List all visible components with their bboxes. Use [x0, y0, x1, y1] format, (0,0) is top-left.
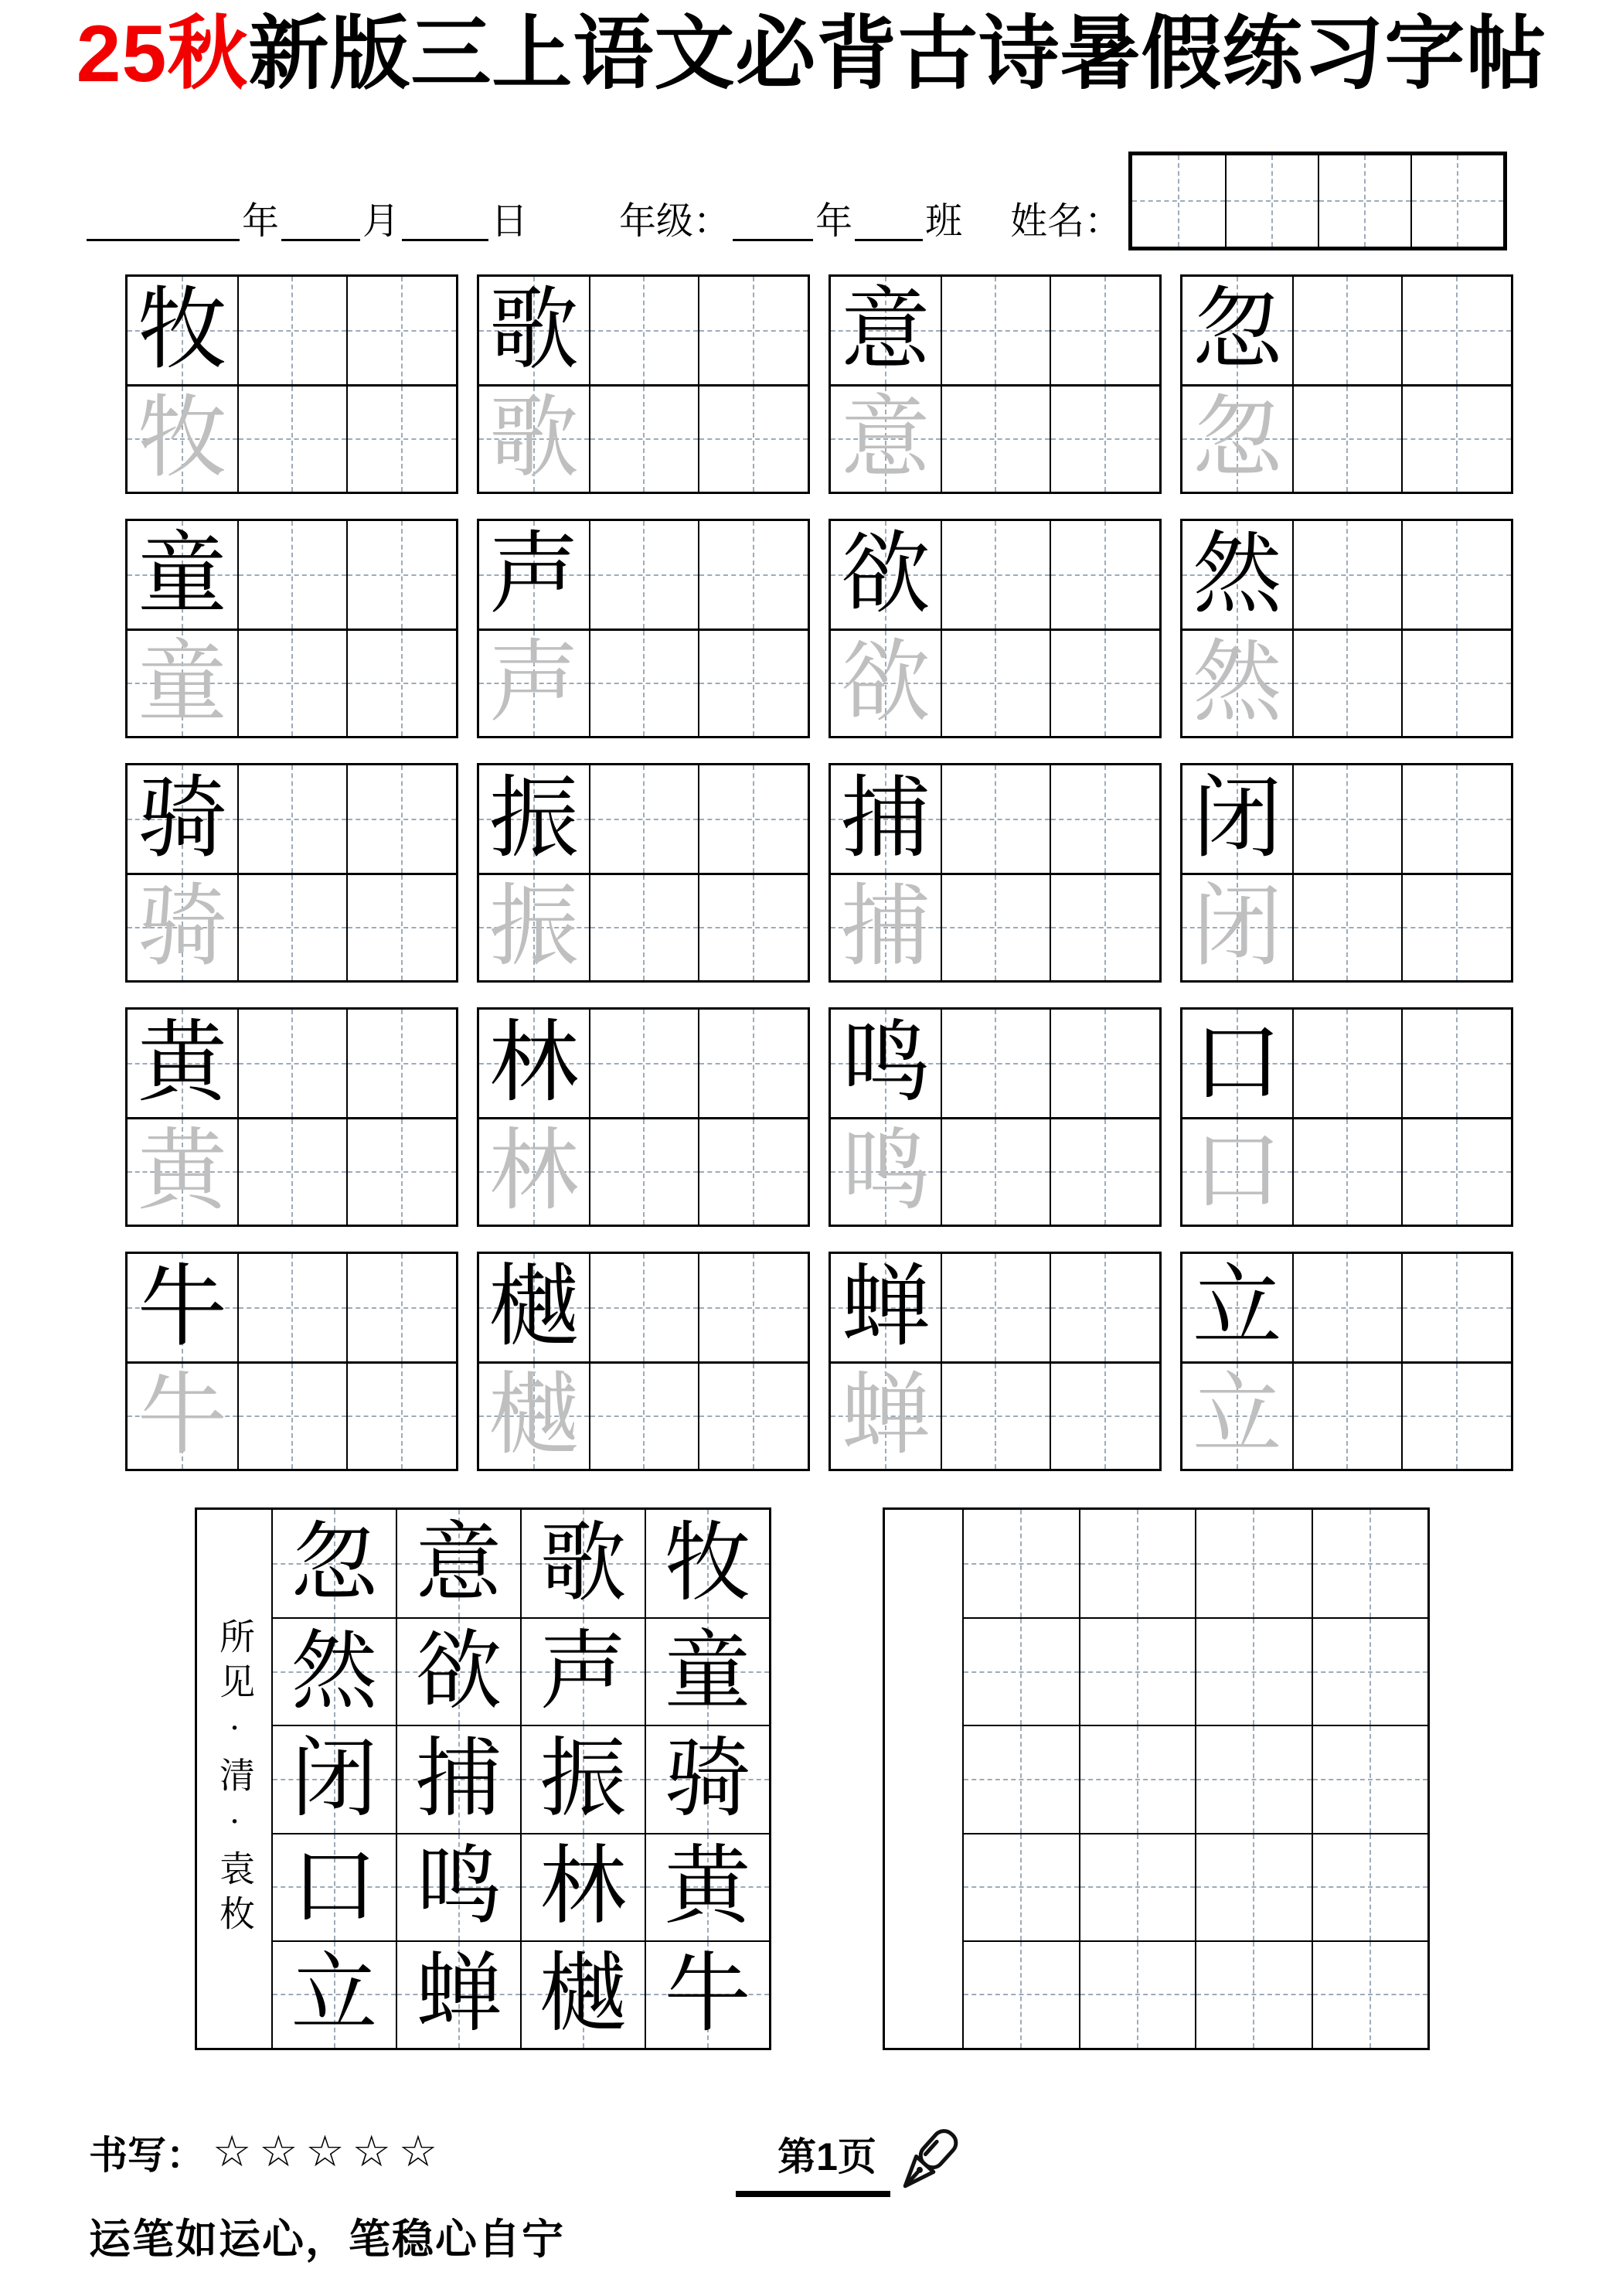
- date-line: [87, 193, 1124, 241]
- practice-cell[interactable]: [1401, 1117, 1511, 1225]
- month-label: 月: [362, 200, 400, 242]
- trace-character: 捕: [840, 878, 931, 977]
- blank-grid-cell[interactable]: [1079, 1940, 1196, 2048]
- practice-cell[interactable]: [1050, 873, 1159, 980]
- practice-cell[interactable]: [1050, 1361, 1159, 1469]
- poem-character: 捕: [415, 1731, 502, 1828]
- trace-character: 骑: [137, 878, 227, 977]
- model-char-cell: [128, 1117, 237, 1225]
- practice-cell[interactable]: [346, 277, 456, 384]
- trace-character: 牛: [137, 1367, 227, 1466]
- model-character: 樾: [488, 1258, 579, 1358]
- trace-character: 忽: [1192, 390, 1282, 489]
- poem-char-cell: [520, 1617, 645, 1725]
- practice-cell[interactable]: [698, 1117, 808, 1225]
- blank-grid-cell[interactable]: [1312, 1725, 1428, 1832]
- page-number: 第1页: [777, 2135, 876, 2178]
- model-char-cell: [831, 1254, 941, 1361]
- poem-char-cell: [271, 1617, 396, 1725]
- model-char-cell: [831, 521, 941, 629]
- model-char-cell: [831, 629, 941, 736]
- practice-cell[interactable]: [346, 765, 456, 873]
- poem-char-cell: [645, 1617, 769, 1725]
- blank-grid-cell[interactable]: [1195, 1510, 1312, 1617]
- model-char-cell: [128, 873, 237, 980]
- name-grid-cell[interactable]: [1410, 155, 1503, 247]
- trace-character: 立: [1192, 1367, 1282, 1466]
- poem-character: 口: [291, 1839, 378, 1936]
- blank-grid-cell[interactable]: [1079, 1833, 1196, 1940]
- poem-char-cell: [271, 1940, 396, 2048]
- name-grid-cell[interactable]: [1225, 155, 1318, 247]
- practice-cell[interactable]: [1050, 629, 1159, 736]
- model-char-cell: [1182, 629, 1292, 736]
- model-character: 歌: [488, 281, 579, 380]
- year-label: 年: [242, 200, 280, 242]
- year-blank-field[interactable]: [87, 196, 240, 241]
- model-character: 鸣: [840, 1013, 931, 1113]
- model-character: 林: [488, 1013, 579, 1113]
- model-character: 骑: [137, 769, 227, 869]
- model-character: 忽: [1192, 281, 1282, 380]
- practice-block: [125, 1252, 458, 1471]
- practice-cell[interactable]: [941, 384, 1050, 492]
- day-label: 日: [491, 200, 529, 242]
- practice-cell[interactable]: [1050, 384, 1159, 492]
- poem-character: 立: [291, 1947, 378, 2043]
- model-character: 黄: [137, 1013, 227, 1113]
- poem-char-cell: [396, 1833, 520, 1940]
- poem-char-cell: [645, 1940, 769, 2048]
- practice-cell[interactable]: [1401, 384, 1511, 492]
- poem-character: 振: [539, 1731, 627, 1828]
- practice-cell[interactable]: [237, 1117, 347, 1225]
- class-label: 班: [925, 200, 963, 242]
- model-character: 立: [1192, 1258, 1282, 1358]
- model-char-cell: [479, 1361, 589, 1469]
- trace-character: 闭: [1192, 878, 1282, 977]
- practice-cell[interactable]: [1292, 277, 1402, 384]
- practice-cell[interactable]: [1050, 521, 1159, 629]
- trace-character: 鸣: [840, 1122, 931, 1221]
- practice-cell[interactable]: [1292, 1254, 1402, 1361]
- practice-grid-area: [125, 274, 1513, 1471]
- practice-cell[interactable]: [1292, 629, 1402, 736]
- trace-character: 意: [840, 390, 931, 489]
- practice-cell[interactable]: [589, 277, 699, 384]
- practice-cell[interactable]: [589, 1254, 699, 1361]
- practice-cell[interactable]: [698, 1361, 808, 1469]
- practice-cell[interactable]: [237, 873, 347, 980]
- title-main: 新版三上语文必背古诗暑假练习字帖: [248, 9, 1547, 99]
- practice-cell[interactable]: [941, 629, 1050, 736]
- trace-character: 黄: [137, 1122, 227, 1221]
- practice-cell[interactable]: [589, 1361, 699, 1469]
- name-grid: [1128, 152, 1507, 250]
- practice-cell[interactable]: [1050, 1010, 1159, 1117]
- practice-cell[interactable]: [1401, 1254, 1511, 1361]
- motto-text: 运笔如运心，笔稳心自宁: [89, 2216, 565, 2263]
- model-char-cell: [479, 1117, 589, 1225]
- grade-label: 年级：: [619, 200, 731, 242]
- blank-grid-cell[interactable]: [962, 1940, 1079, 2048]
- poem-title-column: [197, 1510, 271, 2048]
- trace-character: 童: [137, 634, 227, 733]
- blank-grid-cell[interactable]: [1079, 1725, 1196, 1832]
- practice-cell[interactable]: [1401, 1010, 1511, 1117]
- blank-grid-cell[interactable]: [1195, 1940, 1312, 2048]
- practice-cell[interactable]: [589, 521, 699, 629]
- practice-block: [125, 274, 458, 494]
- practice-block: [125, 519, 458, 738]
- practice-block: [477, 274, 810, 494]
- practice-cell[interactable]: [589, 384, 699, 492]
- poem-character: 蝉: [415, 1947, 502, 2043]
- model-char-cell: [479, 277, 589, 384]
- practice-cell[interactable]: [346, 1117, 456, 1225]
- poem-char-cell: [520, 1725, 645, 1832]
- practice-block: [829, 763, 1162, 983]
- model-char-cell: [1182, 1254, 1292, 1361]
- model-char-cell: [479, 521, 589, 629]
- practice-cell[interactable]: [698, 1254, 808, 1361]
- trace-character: 声: [488, 634, 579, 733]
- poem-character: 声: [539, 1623, 627, 1720]
- practice-cell[interactable]: [1401, 521, 1511, 629]
- model-character: 欲: [840, 525, 931, 625]
- practice-cell[interactable]: [941, 1361, 1050, 1469]
- month-blank-field[interactable]: [281, 196, 360, 241]
- practice-block: [1180, 519, 1513, 738]
- practice-cell[interactable]: [698, 629, 808, 736]
- practice-cell[interactable]: [698, 1010, 808, 1117]
- pen-icon: [880, 2117, 972, 2209]
- model-character: 口: [1192, 1013, 1282, 1113]
- practice-cell[interactable]: [237, 1361, 347, 1469]
- practice-cell[interactable]: [1292, 1010, 1402, 1117]
- name-grid-cell[interactable]: [1132, 155, 1225, 247]
- practice-cell[interactable]: [237, 765, 347, 873]
- model-char-cell: [128, 1010, 237, 1117]
- practice-cell[interactable]: [237, 629, 347, 736]
- model-char-cell: [479, 629, 589, 736]
- blank-grid-cell[interactable]: [962, 1833, 1079, 1940]
- practice-cell[interactable]: [1292, 384, 1402, 492]
- blank-grid-cell[interactable]: [962, 1725, 1079, 1832]
- model-char-cell: [1182, 765, 1292, 873]
- practice-block: [829, 1007, 1162, 1227]
- model-char-cell: [831, 873, 941, 980]
- poem-char-cell: [396, 1725, 520, 1832]
- practice-block: [829, 274, 1162, 494]
- practice-cell[interactable]: [698, 873, 808, 980]
- model-char-cell: [128, 1361, 237, 1469]
- model-char-cell: [1182, 521, 1292, 629]
- model-character: 捕: [840, 769, 931, 869]
- practice-cell[interactable]: [698, 384, 808, 492]
- practice-cell[interactable]: [346, 384, 456, 492]
- practice-cell[interactable]: [1050, 277, 1159, 384]
- practice-block: [125, 1007, 458, 1227]
- model-char-cell: [479, 1254, 589, 1361]
- practice-block: [1180, 1252, 1513, 1471]
- practice-cell[interactable]: [589, 873, 699, 980]
- model-char-cell: [1182, 277, 1292, 384]
- model-character: 牛: [137, 1258, 227, 1358]
- practice-cell[interactable]: [1292, 765, 1402, 873]
- model-char-cell: [1182, 873, 1292, 980]
- model-character: 然: [1192, 525, 1282, 625]
- practice-cell[interactable]: [1292, 521, 1402, 629]
- trace-character: 蝉: [840, 1367, 931, 1466]
- practice-cell[interactable]: [698, 765, 808, 873]
- practice-cell[interactable]: [1050, 1254, 1159, 1361]
- poem-char-cell: [396, 1510, 520, 1617]
- trace-character: 林: [488, 1122, 579, 1221]
- page-number-underline: [736, 2191, 890, 2197]
- practice-block: [829, 1252, 1162, 1471]
- poem-char-cell: [271, 1725, 396, 1832]
- practice-cell[interactable]: [1050, 765, 1159, 873]
- practice-cell[interactable]: [1401, 629, 1511, 736]
- poem-char-cell: [645, 1510, 769, 1617]
- poem-char-cell: [520, 1510, 645, 1617]
- blank-grid-cell[interactable]: [1079, 1617, 1196, 1725]
- trace-character: 樾: [488, 1367, 579, 1466]
- poem-char-cell: [520, 1940, 645, 2048]
- poem-character: 欲: [415, 1623, 502, 1720]
- practice-block: [1180, 274, 1513, 494]
- practice-cell[interactable]: [698, 277, 808, 384]
- blank-grid-cell[interactable]: [1195, 1833, 1312, 1940]
- name-label: 姓名：: [1010, 200, 1122, 242]
- model-char-cell: [831, 1361, 941, 1469]
- practice-cell[interactable]: [941, 277, 1050, 384]
- model-char-cell: [479, 1010, 589, 1117]
- model-char-cell: [831, 384, 941, 492]
- model-char-cell: [831, 1010, 941, 1117]
- model-char-cell: [1182, 1117, 1292, 1225]
- page-title: [0, 9, 1623, 99]
- poem-character: 意: [415, 1515, 502, 1612]
- blank-grid-cell[interactable]: [1195, 1725, 1312, 1832]
- model-char-cell: [128, 521, 237, 629]
- practice-cell[interactable]: [237, 384, 347, 492]
- trace-character: 歌: [488, 390, 579, 489]
- trace-character: 口: [1192, 1122, 1282, 1221]
- model-char-cell: [479, 765, 589, 873]
- poem-char-cell: [645, 1725, 769, 1832]
- practice-cell[interactable]: [1401, 277, 1511, 384]
- class-blank-field[interactable]: [855, 196, 923, 241]
- blank-grid-label-column: [885, 1510, 962, 2048]
- practice-block: [1180, 1007, 1513, 1227]
- practice-block: [829, 519, 1162, 738]
- poem-character: 骑: [664, 1731, 751, 1828]
- model-char-cell: [479, 384, 589, 492]
- poem-char-cell: [396, 1940, 520, 2048]
- poem-char-cell: [271, 1510, 396, 1617]
- trace-character: 牧: [137, 390, 227, 489]
- practice-cell[interactable]: [346, 521, 456, 629]
- poem-character: 鸣: [415, 1839, 502, 1936]
- model-char-cell: [128, 384, 237, 492]
- grade-blank-field[interactable]: [733, 196, 813, 241]
- practice-cell[interactable]: [346, 1010, 456, 1117]
- blank-grid-cell[interactable]: [1312, 1940, 1428, 2048]
- model-char-cell: [831, 765, 941, 873]
- practice-block: [477, 1007, 810, 1227]
- name-grid-cell[interactable]: [1318, 155, 1410, 247]
- blank-grid-cell[interactable]: [1312, 1510, 1428, 1617]
- model-character: 蝉: [840, 1258, 931, 1358]
- practice-cell[interactable]: [1401, 765, 1511, 873]
- practice-cell[interactable]: [346, 629, 456, 736]
- day-blank-field[interactable]: [402, 196, 488, 241]
- practice-cell[interactable]: [1401, 873, 1511, 980]
- blank-grid-cell[interactable]: [962, 1617, 1079, 1725]
- practice-cell[interactable]: [941, 765, 1050, 873]
- model-char-cell: [128, 1254, 237, 1361]
- practice-cell[interactable]: [237, 277, 347, 384]
- rating-label: 书写：: [89, 2134, 205, 2177]
- rating-stars[interactable]: ☆☆☆☆☆: [213, 2127, 446, 2177]
- poem-character: 黄: [664, 1839, 751, 1936]
- practice-cell[interactable]: [589, 1117, 699, 1225]
- trace-character: 欲: [840, 634, 931, 733]
- model-character: 童: [137, 525, 227, 625]
- model-character: 闭: [1192, 769, 1282, 869]
- poem-character: 林: [539, 1839, 627, 1936]
- practice-cell[interactable]: [1292, 1117, 1402, 1225]
- practice-cell[interactable]: [941, 1010, 1050, 1117]
- practice-cell[interactable]: [941, 873, 1050, 980]
- practice-cell[interactable]: [346, 873, 456, 980]
- practice-cell[interactable]: [941, 521, 1050, 629]
- practice-cell[interactable]: [698, 521, 808, 629]
- practice-cell[interactable]: [237, 521, 347, 629]
- practice-cell[interactable]: [589, 765, 699, 873]
- practice-cell[interactable]: [237, 1254, 347, 1361]
- poem-character: 牧: [664, 1515, 751, 1612]
- poem-character: 歌: [539, 1515, 627, 1612]
- practice-block: [477, 1252, 810, 1471]
- blank-grid-cell[interactable]: [1079, 1510, 1196, 1617]
- poem-reference-grid: [195, 1507, 771, 2050]
- poem-char-cell: [645, 1833, 769, 1940]
- practice-cell[interactable]: [941, 1254, 1050, 1361]
- model-char-cell: [128, 629, 237, 736]
- trace-character: 然: [1192, 634, 1282, 733]
- practice-cell[interactable]: [346, 1361, 456, 1469]
- practice-cell[interactable]: [1401, 1361, 1511, 1469]
- blank-grid-cell[interactable]: [1195, 1617, 1312, 1725]
- trace-character: 振: [488, 878, 579, 977]
- practice-cell[interactable]: [941, 1117, 1050, 1225]
- grade-year-label: 年: [815, 200, 853, 242]
- title-prefix: 25秋: [76, 9, 249, 99]
- practice-cell[interactable]: [1292, 1361, 1402, 1469]
- model-char-cell: [479, 873, 589, 980]
- model-char-cell: [128, 277, 237, 384]
- model-character: 意: [840, 281, 931, 380]
- model-character: 振: [488, 769, 579, 869]
- practice-cell[interactable]: [1292, 873, 1402, 980]
- poem-character: 樾: [539, 1947, 627, 2043]
- practice-block: [1180, 763, 1513, 983]
- model-char-cell: [1182, 384, 1292, 492]
- practice-cell[interactable]: [1050, 1117, 1159, 1225]
- poem-character: 童: [664, 1623, 751, 1720]
- practice-block: [125, 763, 458, 983]
- model-character: 声: [488, 525, 579, 625]
- blank-practice-grid: [883, 1507, 1430, 2050]
- practice-cell[interactable]: [346, 1254, 456, 1361]
- poem-title-vertical: 所见·清·袁枚: [215, 1617, 254, 1940]
- blank-grid-cell[interactable]: [962, 1510, 1079, 1617]
- practice-block: [477, 763, 810, 983]
- model-char-cell: [831, 277, 941, 384]
- blank-grid-cell[interactable]: [1312, 1617, 1428, 1725]
- model-character: 牧: [137, 281, 227, 380]
- practice-block: [477, 519, 810, 738]
- model-char-cell: [831, 1117, 941, 1225]
- poem-character: 然: [291, 1623, 378, 1720]
- poem-char-cell: [271, 1833, 396, 1940]
- poem-character: 牛: [664, 1947, 751, 2043]
- poem-char-cell: [396, 1617, 520, 1725]
- practice-cell[interactable]: [589, 1010, 699, 1117]
- model-char-cell: [1182, 1010, 1292, 1117]
- blank-grid-cell[interactable]: [1312, 1833, 1428, 1940]
- practice-cell[interactable]: [237, 1010, 347, 1117]
- practice-cell[interactable]: [589, 629, 699, 736]
- poem-char-cell: [520, 1833, 645, 1940]
- poem-character: 闭: [291, 1731, 378, 1828]
- model-char-cell: [1182, 1361, 1292, 1469]
- poem-character: 忽: [291, 1515, 378, 1612]
- rating-row: [89, 2124, 445, 2180]
- model-char-cell: [128, 765, 237, 873]
